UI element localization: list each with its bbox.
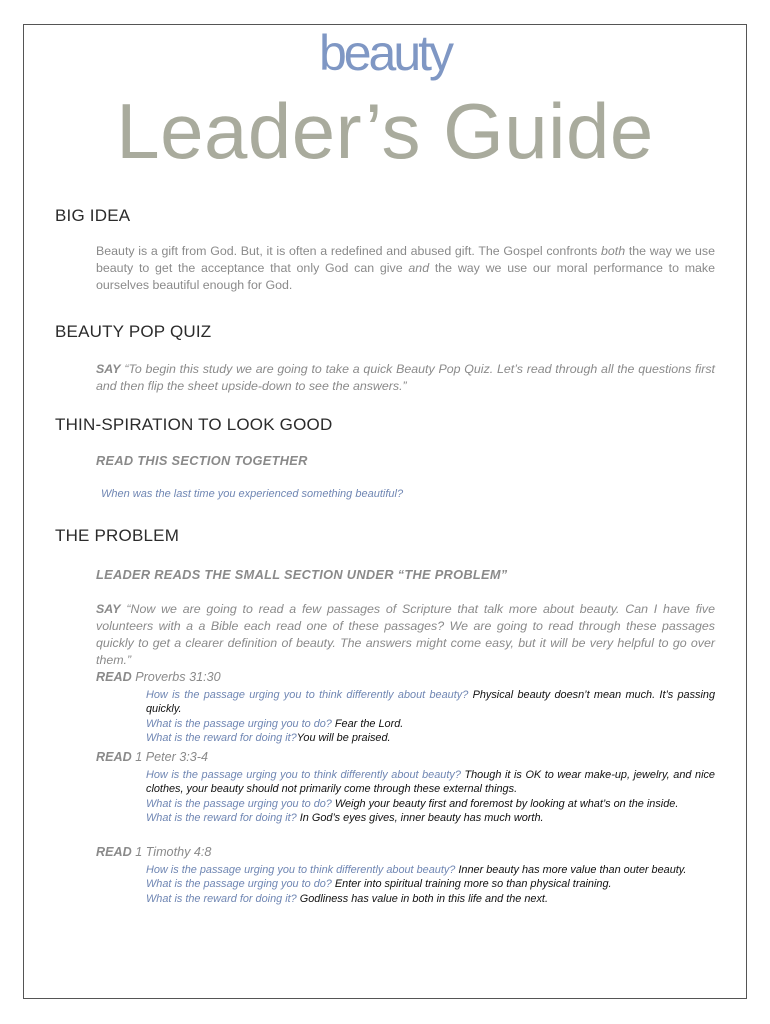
answer-text: Physical beauty doesn’t mean much. It’s passing quickly. <box>146 689 716 716</box>
big-idea-paragraph <box>96 243 715 294</box>
answer-text: In God’s eyes gives, inner beauty has much worth. <box>299 812 544 825</box>
page-title: Leader’s Guide <box>116 87 654 175</box>
reading-reference <box>96 750 208 764</box>
reading-qa-block <box>146 768 715 826</box>
question-text: What is the passage urging you to do? <box>146 878 332 891</box>
question-text: What is the passage urging you to do? <box>146 717 332 730</box>
pop-quiz-say <box>96 361 715 395</box>
question-text: How is the passage urging you to think differently about beauty? <box>146 689 469 701</box>
pop-quiz-say-text: “To begin this study we are going to take a quick Beauty Pop Quiz. Let’s read through all the questions first and then flip the sheet upside-down to see the answers.” <box>96 362 715 393</box>
read-label: READ <box>96 670 132 684</box>
say-label: SAY <box>96 602 121 616</box>
big-idea-text-1: Beauty is a gift from God. But, it is often a redefined and abused gift. The Gospel confronts <box>96 244 602 258</box>
question-text: What is the reward for doing it? <box>146 892 297 905</box>
question-text: How is the passage urging you to think differently about beauty? <box>146 864 456 876</box>
heading-the-problem: THE PROBLEM <box>55 526 180 545</box>
problem-say <box>96 601 715 669</box>
say-label: SAY <box>96 362 121 376</box>
answer-text: Weigh your beauty first and foremost by looking at what’s on the inside. <box>334 797 679 810</box>
big-idea-text-2: the way we use beauty to get the acceptance that only God can give <box>96 244 715 275</box>
passage-reference: 1 Timothy 4:8 <box>135 845 212 859</box>
question-text: What is the reward for doing it? <box>146 732 297 745</box>
reading-qa-block <box>146 863 715 906</box>
reading-reference <box>96 670 221 684</box>
reading-reference <box>96 845 211 859</box>
answer-text: Inner beauty has more value than outer beauty. <box>458 864 687 876</box>
passage-reference: 1 Peter 3:3-4 <box>135 750 208 764</box>
brand-logo: beauty <box>318 25 452 81</box>
heading-pop-quiz: BEAUTY POP QUIZ <box>55 322 212 341</box>
answer-text: Enter into spiritual training more so than physical training. <box>334 878 612 891</box>
reading-qa-block <box>146 688 715 746</box>
question-text: What is the reward for doing it? <box>146 812 297 825</box>
question-text: What is the passage urging you to do? <box>146 797 332 810</box>
answer-text: Though it is OK to wear make-up, jewelry, and nice clothes, your beauty should not primarily come through these external things. <box>146 769 715 796</box>
answer-text: Fear the Lord. <box>334 717 404 730</box>
problem-instruction: LEADER READS THE SMALL SECTION UNDER “THE PROBLEM” <box>96 567 508 582</box>
problem-say-text: “Now we are going to read a few passages of Scripture that talk more about beauty. Can I have five volunteers with a a Bible each read one of these passages? We are going to read through these passages quickly to get a clearer definition of beauty. The answers might come easy, but it will be very helpful to go over them.” <box>96 602 715 667</box>
answer-text: You will be praised. <box>296 732 391 745</box>
read-label: READ <box>96 845 132 859</box>
question-text: How is the passage urging you to think differently about beauty? <box>146 769 461 781</box>
read-label: READ <box>96 750 132 764</box>
big-idea-em-2: and <box>408 261 430 275</box>
answer-text: Godliness has value in both in this life and the next. <box>299 892 548 905</box>
thinspiration-question: When was the last time you experienced something beautiful? <box>101 488 404 500</box>
big-idea-text-3: the way we use our moral performance to make ourselves beautiful enough for God. <box>96 261 716 292</box>
passage-reference: Proverbs 31:30 <box>135 670 221 684</box>
heading-big-idea: BIG IDEA <box>55 206 131 225</box>
big-idea-em-1: both <box>601 244 626 258</box>
heading-thinspiration: THIN-SPIRATION TO LOOK GOOD <box>55 415 333 434</box>
thinspiration-instruction: READ THIS SECTION TOGETHER <box>96 453 308 468</box>
